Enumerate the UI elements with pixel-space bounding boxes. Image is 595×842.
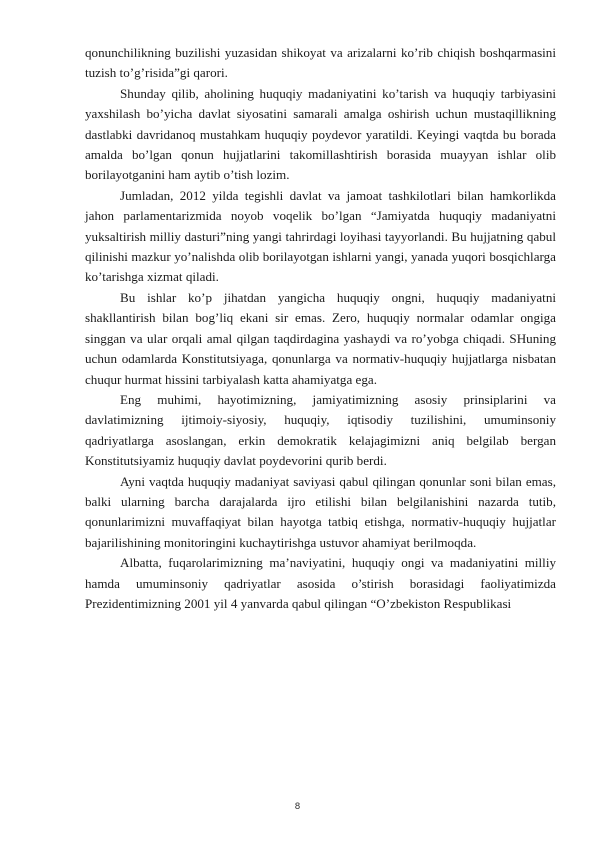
paragraph: Jumladan, 2012 yilda tegishli davlat va jamoat tashkilotlari bilan hamkorlikda jahon parlamentarizmida noyob voqelik bo’lgan “Jamiyatda huquqiy madaniyatni yuksaltirish milliy dasturi”ning yangi tahrirdagi loyihasi tayyorlandi. Bu hujjatning qabul qilinishi mazkur yo’nalishda olib borilayotgan ishlarni yangi, yanada yuqori bosqichlarga ko’tarishga xizmat qiladi. [85, 187, 556, 285]
paragraph: Eng muhimi, hayotimizning, jamiyatimizning asosiy prinsiplarini va davlatimizning ijtimoiy-siyosiy, huquqiy, iqtisodiy tuzilishini, umuminsoniy qadriyatlarga asoslangan, erkin demokratik kelajagimizni aniq belgilab bergan Konstitutsiyamiz huquqiy davlat poydevorini qurib berdi. [85, 391, 556, 469]
paragraph: Ayni vaqtda huquqiy madaniyat saviyasi qabul qilingan qonunlar soni bilan emas, balki ularning barcha darajalarda ijro etilishi bilan belgilanishini nazarda tutib, qonunlarimizni muvaffaqiyat bilan hayotga tatbiq etishga, normativ-huquqiy hujjatlar bajarilishining monitoringini kuchaytirishga ustuvor ahamiyat berilmoqda. [85, 473, 556, 550]
paragraph: Bu ishlar ko’p jihatdan yangicha huquqiy ongni, huquqiy madaniyatni shakllantirish bilan bog’liq ekani sir emas. Zero, huquqiy normalar odamlar ongiga singgan va ular orqali amal qilgan taqdirdagina yashaydi va ro’yobga chiqadi. SHuning uchun odamlarda Konstitutsiyaga, qonunlarga va normativ-huquqiy hujjatlarga nisbatan chuqur hurmat hissini tarbiyalash katta ahamiyatga ega. [85, 289, 556, 387]
paragraph-continuation: qonunchilikning buzilishi yuzasidan shikoyat va arizalarni ko’rib chiqish boshqarmasini tuzish to’g’risida”gi qarori. [85, 45, 556, 81]
paragraph: Shunday qilib, aholining huquqiy madaniyatini ko’tarish va huquqiy tarbiyasini yaxshilash bo’yicha davlat siyosatini samarali amalga oshirish uchun mustaqillikning dastlabki davridanoq mustahkam huquqiy poydevor yaratildi. Keyingi vaqtda bu borada amalda bo’lgan qonun hujjatlarini takomillashtirish borasida muayyan ishlar olib borilayotganini ham aytib o’tish lozim. [85, 85, 556, 183]
page-number: 8 [294, 802, 301, 812]
paragraph: Albatta, fuqarolarimizning ma’naviyatini, huquqiy ongi va madaniyatini milliy hamda umuminsoniy qadriyatlar asosida o’stirish borasidagi faoliyatimizda Prezidentimizning 2001 yil 4 yanvarda qabul qilingan “O’zbekiston Respublikasi [85, 555, 556, 611]
body-text [85, 43, 556, 614]
